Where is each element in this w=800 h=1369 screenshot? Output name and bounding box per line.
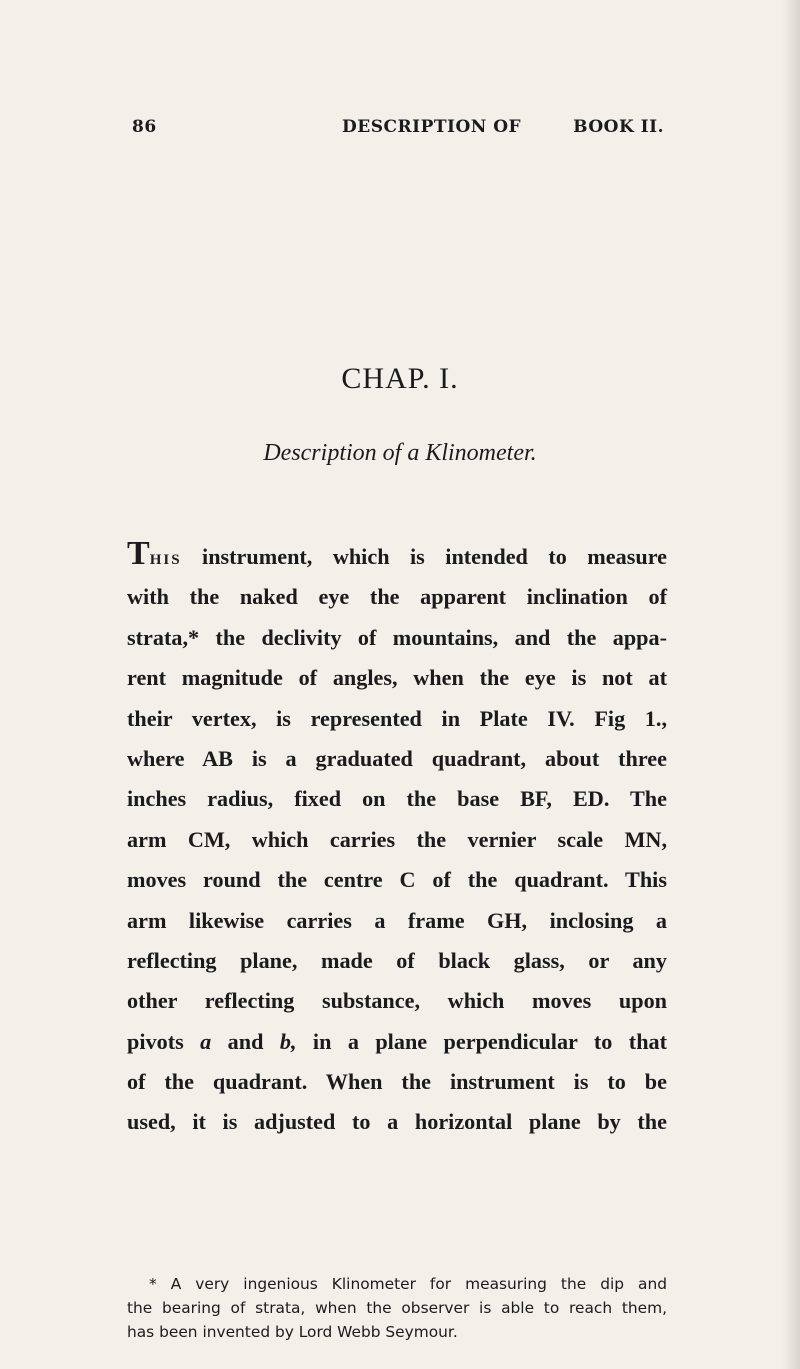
body-line: inches radius, fixed on the base BF, ED. The — [127, 786, 667, 812]
body-line: where AB is a graduated quadrant, about three — [127, 745, 667, 771]
running-title: DESCRIPTION OF — [342, 117, 522, 137]
page-edge-shadow — [782, 0, 800, 1369]
footnote-line: has been invented by Lord Webb Seymour. — [127, 1323, 458, 1341]
chapter-heading: CHAP. I. — [341, 362, 459, 395]
small-caps-word: HIS — [149, 552, 182, 568]
body-line: used, it is adjusted to a horizontal plane by the — [127, 1109, 667, 1135]
chapter-subtitle: Description of a Klinometer. — [263, 440, 537, 466]
body-line — [127, 537, 667, 577]
body-line: moves round the centre C of the quadrant. This — [127, 867, 667, 893]
body-line-text: in a plane perpendicular to that — [312, 1028, 668, 1054]
footnote-line: the bearing of strata, when the observer is able to reach them, — [127, 1299, 667, 1317]
body-line: their vertex, is represented in Plate IV. Fig 1., — [127, 705, 667, 731]
drop-cap: T — [127, 535, 150, 572]
body-line: arm likewise carries a frame GH, inclosing a — [127, 907, 667, 933]
body-line: with the naked eye the apparent inclination of — [127, 584, 667, 610]
footnote — [127, 1272, 667, 1344]
body-line: strata,* the declivity of mountains, and the appa- — [127, 624, 667, 650]
body-line: other reflecting substance, which moves upon — [127, 988, 667, 1014]
running-header — [132, 117, 664, 149]
body-word: and — [227, 1028, 264, 1054]
variable-b: b, — [279, 1028, 297, 1054]
body-line: reflecting plane, made of black glass, or any — [127, 947, 667, 973]
variable-a: a — [200, 1028, 212, 1054]
body-line — [127, 1022, 667, 1062]
body-paragraph — [127, 537, 667, 1143]
body-line-text: instrument, which is intended to measure — [202, 544, 668, 569]
book-label: BOOK II. — [573, 117, 664, 137]
body-line: of the quadrant. When the instrument is to be — [127, 1069, 667, 1095]
page-number: 86 — [132, 117, 157, 137]
body-word: pivots — [127, 1028, 184, 1054]
body-line: rent magnitude of angles, when the eye is not at — [127, 665, 667, 691]
body-line: arm CM, which carries the vernier scale MN, — [127, 826, 667, 852]
footnote-line: * A very ingenious Klinometer for measuring the dip and — [149, 1275, 667, 1293]
